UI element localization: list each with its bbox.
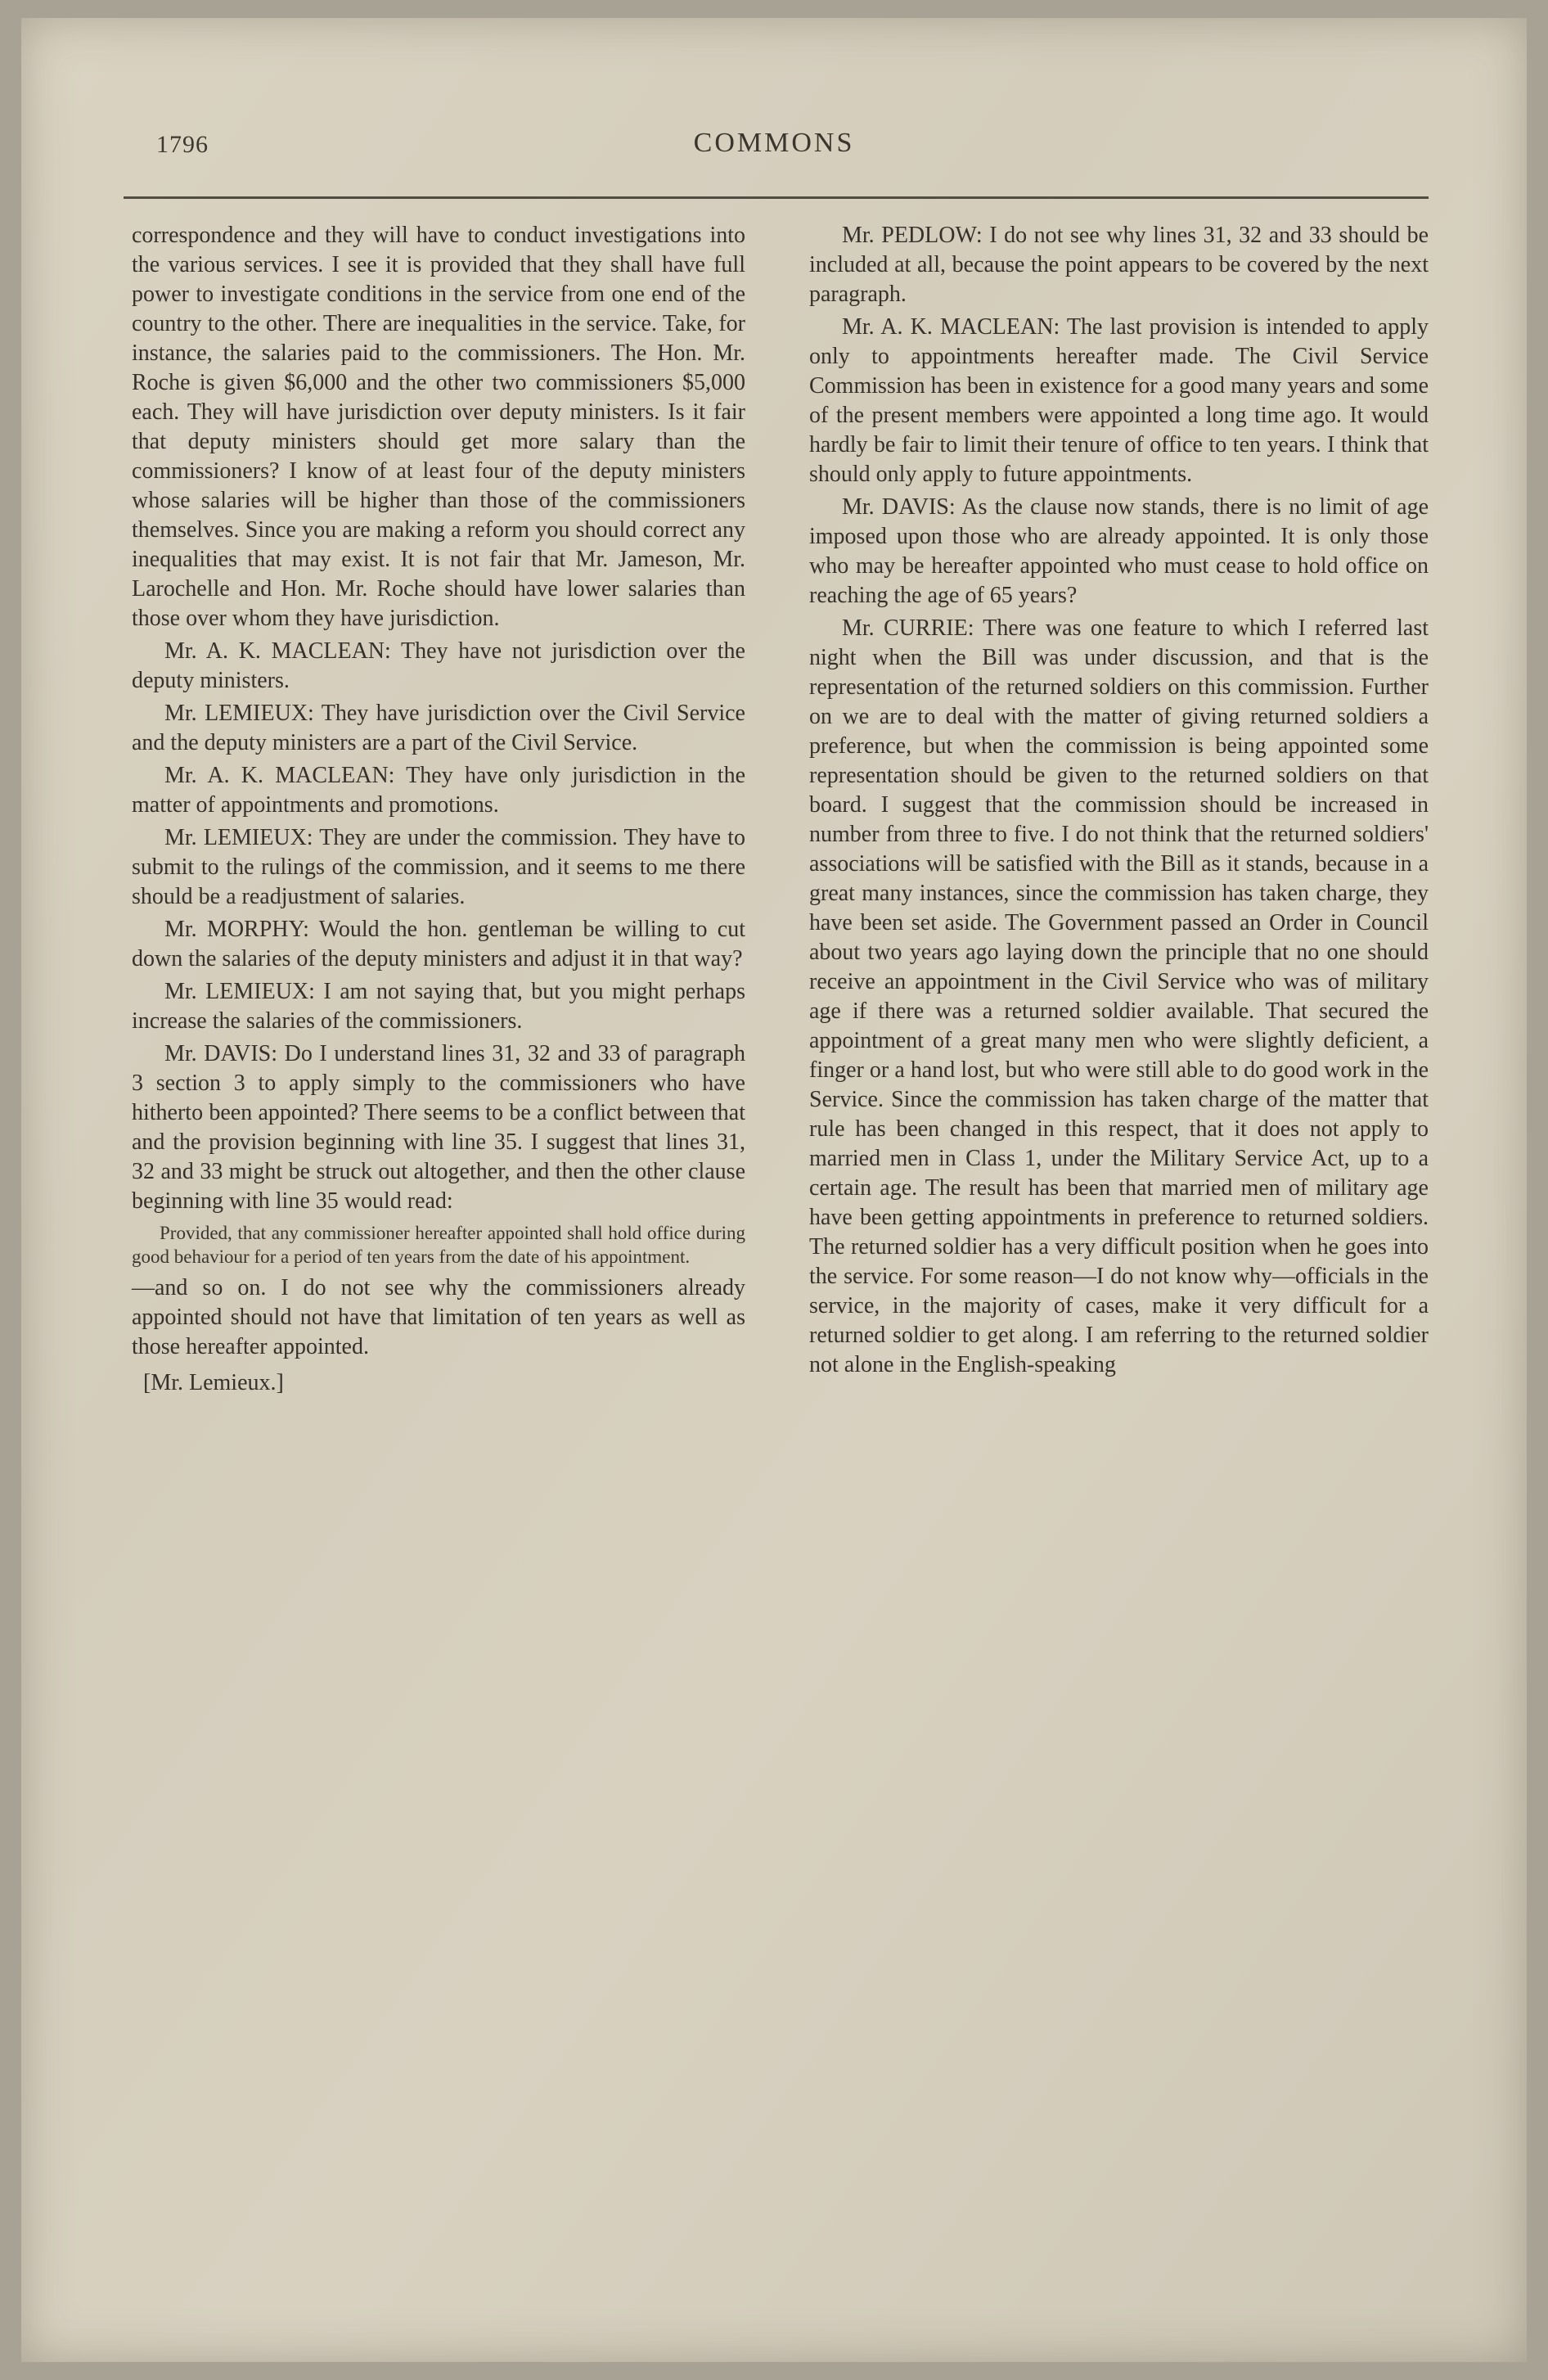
paragraph: Mr. PEDLOW: I do not see why lines 31, 32 and 33 should be included at all, because the point appears to be covered by the next paragraph. — [809, 223, 1429, 307]
scanned-page — [21, 18, 1527, 2362]
paragraph: Mr. MORPHY: Would the hon. gentleman be willing to cut down the salaries of the deputy ministers and adjust it in that way? — [132, 917, 745, 971]
paragraph: Mr. DAVIS: As the clause now stands, there is no limit of age imposed upon those who are already appointed. It is only those who may be hereafter appointed who must cease to hold office on reaching the age of 65 years? — [809, 494, 1429, 608]
paragraph: correspondence and they will have to conduct investigations into the various services. I see it is provided that they shall have full power to investigate conditions in the service from one end of the country to the other. There are inequalities in the service. Take, for instance, the salaries paid to the commissioners. The Hon. Mr. Roche is given $6,000 and the other two commissioners $5,000 each. They will have jurisdiction over deputy ministers. Is it fair that deputy ministers should get more salary than the commissioners? I know of at least four of the deputy ministers whose salaries will be higher than those of the commissioners themselves. Since you are making a reform you should correct any inequalities that may exist. It is not fair that Mr. Jameson, Mr. Larochelle and Hon. Mr. Roche should have lower salaries than those over whom they have jurisdiction. — [132, 223, 745, 631]
left-column — [132, 221, 745, 1401]
paragraph: Mr. LEMIEUX: They are under the commission. They have to submit to the rulings of the commission, and it seems to me there should be a readjustment of salaries. — [132, 825, 745, 909]
paragraph: Mr. CURRIE: There was one feature to which I referred last night when the Bill was under discussion, and that is the representation of the returned soldiers on this commission. Further on we are to deal with the matter of giving returned soldiers a preference, but when the commission is being appointed some representation should be given to the returned soldiers on that board. I suggest that the commission should be increased in number from three to five. I do not think that the returned soldiers' associations will be satisfied with the Bill as it stands, because in a great many instances, since the commission has taken charge, they have been set aside. The Government passed an Order in Council about two years ago laying down the principle that no one should receive an appointment in the Civil Service who was of military age if there was a returned soldier available. That secured the appointment of a great many men who were slightly deficient, a finger or a hand lost, but who were still able to do good work in the Service. Since the commission has taken charge of the matter that rule has been changed in this respect, that it does not apply to married men in Class 1, under the Military Service Act, up to a certain age. The result has been that married men of military age have been getting appointments in preference to returned soldiers. The returned soldier has a very difficult position when he goes into the service. For some reason—I do not know why—officials in the service, in the majority of cases, make it very difficult for a returned soldier to get along. I am referring to the returned soldier not alone in the English-speaking — [809, 615, 1429, 1377]
page-number: 1796 — [156, 131, 209, 158]
page-title: COMMONS — [693, 128, 855, 158]
paragraph: Mr. A. K. MACLEAN: They have not jurisdiction over the deputy ministers. — [132, 638, 745, 693]
header-divider — [124, 196, 1429, 199]
paragraph: Mr. A. K. MACLEAN: They have only jurisdiction in the matter of appointments and promotions. — [132, 763, 745, 818]
paragraph: —and so on. I do not see why the commissioners already appointed should not have that limitation of ten years as well as those hereafter appointed. — [132, 1275, 745, 1359]
paragraph: Mr. DAVIS: Do I understand lines 31, 32 and 33 of paragraph 3 section 3 to apply simply to the commissioners who have hitherto been appointed? There seems to be a conflict between that and the provision beginning with line 35. I suggest that lines 31, 32 and 33 might be struck out altogether, and then the other clause beginning with line 35 would read: — [132, 1041, 745, 1214]
paragraph: Provided, that any commissioner hereafter appointed shall hold office during good behaviour for a period of ten years from the date of his appointment. — [132, 1223, 745, 1267]
paragraph: Mr. A. K. MACLEAN: The last provision is intended to apply only to appointments hereafter made. The Civil Service Commission has been in existence for a good many years and some of the present members were appointed a long time ago. It would hardly be fair to limit their tenure of office to ten years. I think that should only apply to future appointments. — [809, 314, 1429, 487]
column-footer-speaker: [Mr. Lemieux.] — [143, 1370, 284, 1395]
right-column — [809, 221, 1429, 1383]
paragraph: Mr. LEMIEUX: I am not saying that, but you might perhaps increase the salaries of the commissioners. — [132, 979, 745, 1034]
page-header — [124, 123, 1424, 172]
paragraph: Mr. LEMIEUX: They have jurisdiction over the Civil Service and the deputy ministers are a part of the Civil Service. — [132, 701, 745, 755]
